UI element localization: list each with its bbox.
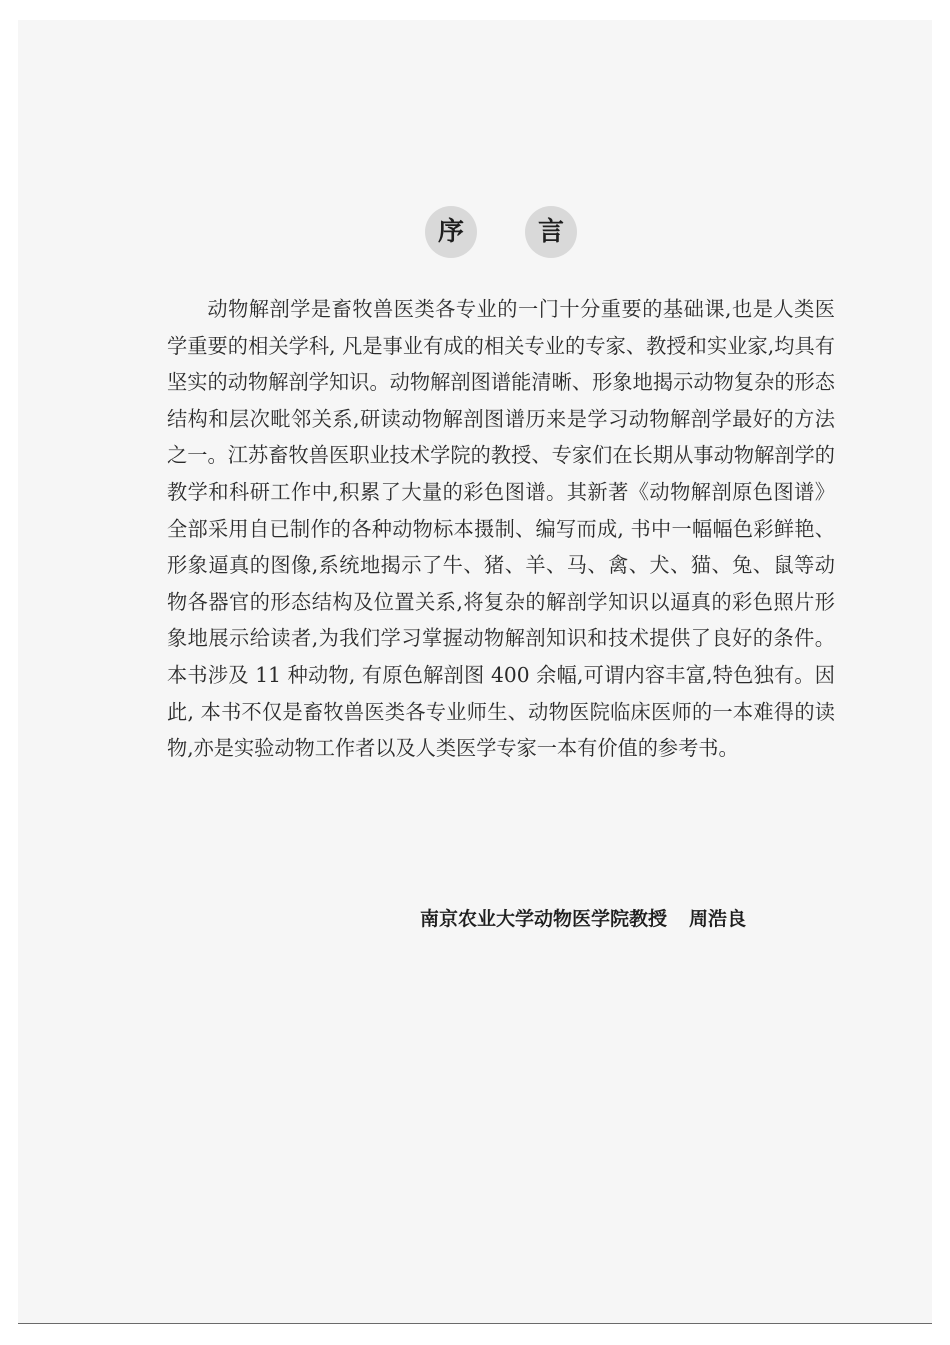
title-char-1: 序 [425, 206, 477, 258]
signature [420, 904, 840, 931]
page-title [0, 206, 950, 258]
signature-affiliation: 南京农业大学动物医学院教授 [420, 908, 668, 930]
bottom-rule [18, 1323, 932, 1324]
preface-paragraph: 动物解剖学是畜牧兽医类各专业的一门十分重要的基础课,也是人类医学重要的相关学科, 凡是事业有成的相关专业的专家、教授和实业家,均具有坚实的动物解剖学知识。动物解剖图谱能清晰、形象地揭示动物复杂的形态结构和层次毗邻关系,研读动物解剖图谱历来是学习动物解剖学最好的方法之一。江苏畜牧兽医职业技术学院的教授、专家们在长期从事动物解剖学的教学和科研工作中,积累了大量的彩色图谱。其新著《动物解剖原色图谱》全部采用自已制作的各种动物标本摄制、编写而成, 书中一幅幅色彩鲜艳、形象逼真的图像,系统地揭示了牛、猪、羊、马、禽、犬、猫、兔、鼠等动物各器官的形态结构及位置关系,将复杂的解剖学知识以逼真的彩色照片形象地展示给读者,为我们学习掌握动物解剖知识和技术提供了良好的条件。本书涉及 11 种动物, 有原色解剖图 400 余幅,可谓内容丰富,特色独有。因此, 本书不仅是畜牧兽医类各专业师生、动物医院临床医师的一本难得的读物,亦是实验动物工作者以及人类医学专家一本有价值的参考书。 [167, 297, 835, 761]
title-char-2: 言 [525, 206, 577, 258]
signature-name: 周浩良 [689, 908, 747, 930]
